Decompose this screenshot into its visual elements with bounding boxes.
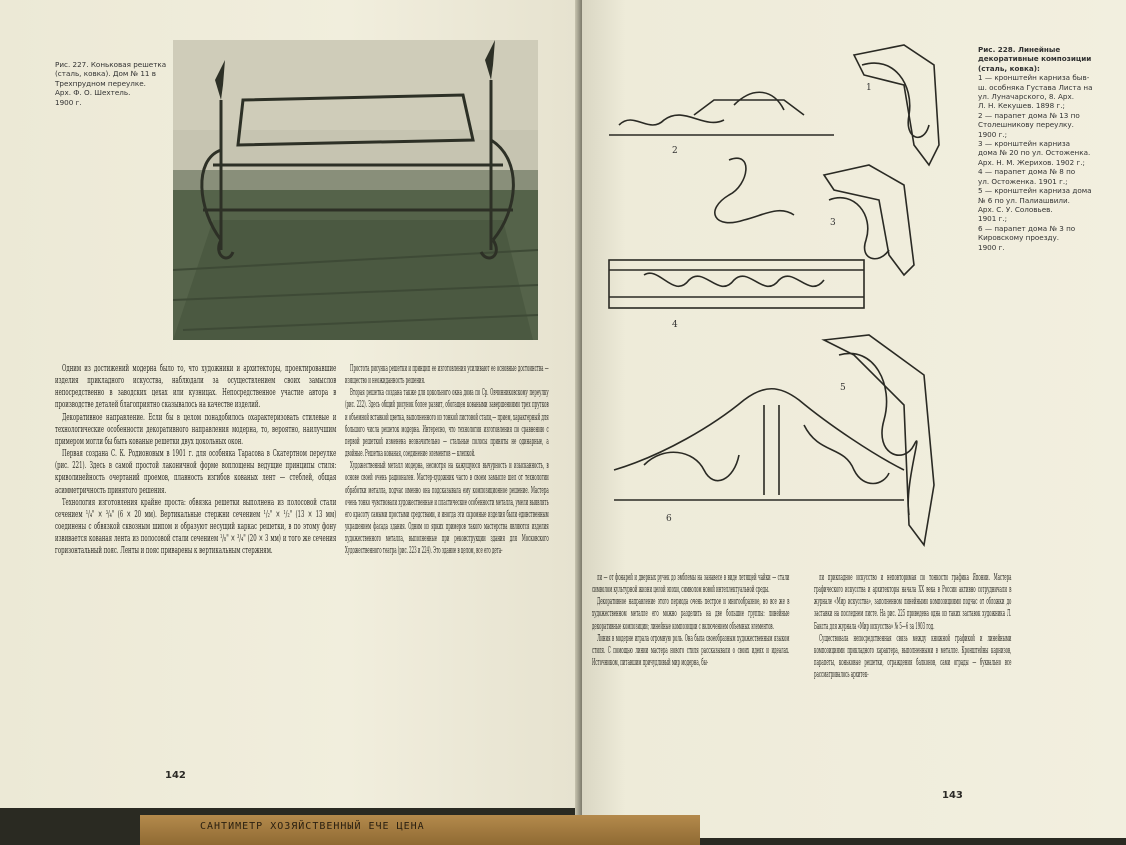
- caption-line: Л. Н. Кекушев. 1898 г.;: [978, 101, 1065, 111]
- fig-label-1: 1: [866, 83, 872, 93]
- caption-line: ул. Луначарского, 8. Арх.: [978, 92, 1074, 102]
- caption-line: Арх. Н. М. Жерихов. 1902 г.;: [978, 157, 1085, 167]
- measuring-tape-text: САНТИМЕТР ХОЗЯЙСТВЕННЫЙ ЕЧЕ ЦЕНА: [200, 821, 425, 832]
- caption-line: Столешникову переулку.: [978, 120, 1074, 130]
- railing-photo-drawing: [173, 40, 538, 340]
- caption-line: 5 — кронштейн карниза дома: [978, 186, 1092, 196]
- caption-line: 3 — кронштейн карниза: [978, 139, 1071, 149]
- figure-227-photo: [173, 40, 538, 340]
- caption-line: 1900 г.: [55, 97, 82, 107]
- caption-line: 1900 г.: [978, 242, 1005, 252]
- paragraph: ли прикладное искусство и неповторимая по тонкости графика Японии. Мастера графического искусства и архитекторы начала XX века в России активно сотрудничали в журнале «Мир искусства», заполненном линейными композициями подчас от обложки до заставки на последнем листе. На рис. 225 приведена одна из таких заставок художника Л. Бакста для журнала «Мир искусства» № 5—6 за 1903 год.: [814, 572, 1012, 632]
- caption-line: декоративные композиции: [978, 54, 1092, 64]
- paragraph: Художественный металл модерна, несмотря на кажущуюся вычурность и изысканность, в основе своей очень рационален. Мастер-художник часто в своем замысле шел от технологии обработки металла, подчас именно она подсказывала ему композиционное решение. Мастера очень тонко чувствовали художественные и пластические особенности металла, умели выявлять его красоту самыми простыми средствами, и иногда эти скромные изделия были единственным украшением фасада здания. Одним из ярких примеров такого мастерства являются изделия художественного металла, выполненные при реконструкции здания для Московского Художественного театра (рис. 223 и 224). Это здание в целом, все его дета-: [345, 460, 549, 557]
- caption-line: ул. Остоженка. 1901 г.;: [978, 176, 1068, 186]
- caption-line: 4 — парапет дома № 8 по: [978, 167, 1076, 177]
- paragraph: Вторая решетка создана также для цокольного окна дома по Ср. Овчинниковскому переулку (рис. 222). Здесь общий рисунок более развит, обогащен коваными завершениями трех прутков и объемной вставкой цветка, выполненного из тонкой листовой стали,— прием, характерный для большого числа решеток модерна. Интересно, что технология изготовления по сравнению с первой решеткой изменена незначительно — стальные полосы приняты не одинарные, а двойные. Решетка кованая, соединение элементов — клепкой.: [345, 387, 549, 460]
- paragraph: Существовала непосредственная связь между книжной графикой и линейными композициями прикладного характера, выполненными в металле. Кронштейны карнизов, парапеты, коньковые решетки, ограждения балконов, сами ограды — буквально все рассматривалось архитек-: [814, 632, 1012, 681]
- paragraph: Декоративное направление этого периода очень пестрое и многообразное, но все же в художественном металле его можно разделить на две большие группы: линейные декоративные композиции; линейные композиции с включением объемных элементов.: [592, 596, 790, 632]
- figure-228-drawings: [604, 25, 979, 580]
- caption-line: № 6 по ул. Палиашвили.: [978, 195, 1070, 205]
- right-page: [582, 0, 1126, 838]
- fig-label-4: 4: [672, 320, 678, 330]
- caption-line: 1 — кронштейн карниза быв-: [978, 73, 1090, 83]
- paragraph: Простота рисунка решетки и принцип ее изготовления усиливают ее основные достоинства — изящество и неожиданность решения.: [345, 363, 549, 387]
- caption-line: 6 — парапет дома № 3 по: [978, 223, 1076, 233]
- left-page: [0, 0, 580, 808]
- figure-caption-228: [978, 45, 1118, 252]
- caption-line: 2 — парапет дома № 13 по: [978, 110, 1080, 120]
- fig-label-5: 5: [840, 383, 846, 393]
- caption-line: Рис. 228. Линейные: [978, 45, 1061, 54]
- caption-line: Арх. Ф. О. Шехтель.: [55, 88, 131, 98]
- caption-line: дома № 20 по ул. Остоженка.: [978, 148, 1091, 158]
- caption-line: Кировскому проезду.: [978, 233, 1060, 243]
- caption-line: (сталь, ковка):: [978, 63, 1040, 73]
- paragraph: ли — от фонарей и дверных ручек до эмблемы на занавесе в виде летящей чайки — стали символом культурной жизни целой эпохи, символом новой интеллектуальной среды.: [592, 572, 790, 596]
- paragraph: Декоративное направление. Если бы в целом понадобилось охарактеризовать стилевые и технологические особенности декоративного направления модерна, то, вероятно, наилучшим примером могли бы быть кованые решетки двух цокольных окон.: [55, 411, 337, 447]
- caption-line: 1901 г.;: [978, 214, 1008, 224]
- fig-label-2: 2: [672, 146, 678, 156]
- caption-line: Арх. С. У. Соловьев.: [978, 204, 1053, 214]
- right-column-2: [814, 572, 1011, 681]
- page-number-left: 142: [165, 770, 186, 781]
- page-number-right: 143: [942, 790, 963, 801]
- left-column-1: [55, 363, 336, 558]
- paragraph: Линия в модерне играла огромную роль. Она была своеобразным художественным языком стиля. С помощью линии мастера нового стиля рассказывали о своих идеях и идеалах. Источником, питавшим причудливый мир модерна, бы-: [592, 632, 790, 669]
- left-column-2: [345, 363, 549, 558]
- caption-line: 1900 г.;: [978, 129, 1008, 139]
- paragraph: Технология изготовления крайне проста: обвязка решетки выполнена из полосовой стали сечением ¹/₄" × ³/₄" (6 × 20 мм). Вертикальные стержни сечением ¹/₂" × ¹/₂" (13 × 13 мм) соединены с обвязкой сквозным шипом и образуют несущий каркас решетки, в по этому фону извивается кованая лента из полосовой стали сечением ¹/₈" × ³/₄" (20 × 3 мм) и того же сечения горизонтальный пояс. Ленты и пояс приварены к вертикальным стержням.: [55, 496, 337, 557]
- figure-caption-227: [55, 60, 173, 107]
- caption-line: (сталь, ковка). Дом № 11 в: [55, 69, 156, 79]
- caption-line: Рис. 227. Коньковая решетка: [55, 60, 167, 69]
- fig-label-3: 3: [830, 218, 836, 228]
- paragraph: Первая создана С. К. Родионовым в 1901 г. для особняка Тарасова в Скатертном переулке (рис. 221). Здесь в самой простой лаконичной форме воплощены ведущие принципы стиля: криволинейность очертаний проемов, плавность изгибов кованых лент — стеблей, общая асимметричность принятого решения.: [55, 448, 337, 496]
- caption-line: Трехпрудном переулке.: [55, 78, 146, 88]
- measuring-tape: [140, 815, 700, 845]
- paragraph: Одним из достижений модерна было то, что художники и архитекторы, проектировавшие изделия прикладного искусства, наблюдали за осуществлением своих замыслов непосредственно в заводских цехах или кузницах. Непосредственное участие автора в производстве деталей благоприятно сказывалось на качестве изделий.: [55, 363, 337, 411]
- caption-line: ш. особняка Густава Листа на: [978, 82, 1093, 92]
- right-column-1: [592, 572, 789, 669]
- fig-label-6: 6: [666, 514, 672, 524]
